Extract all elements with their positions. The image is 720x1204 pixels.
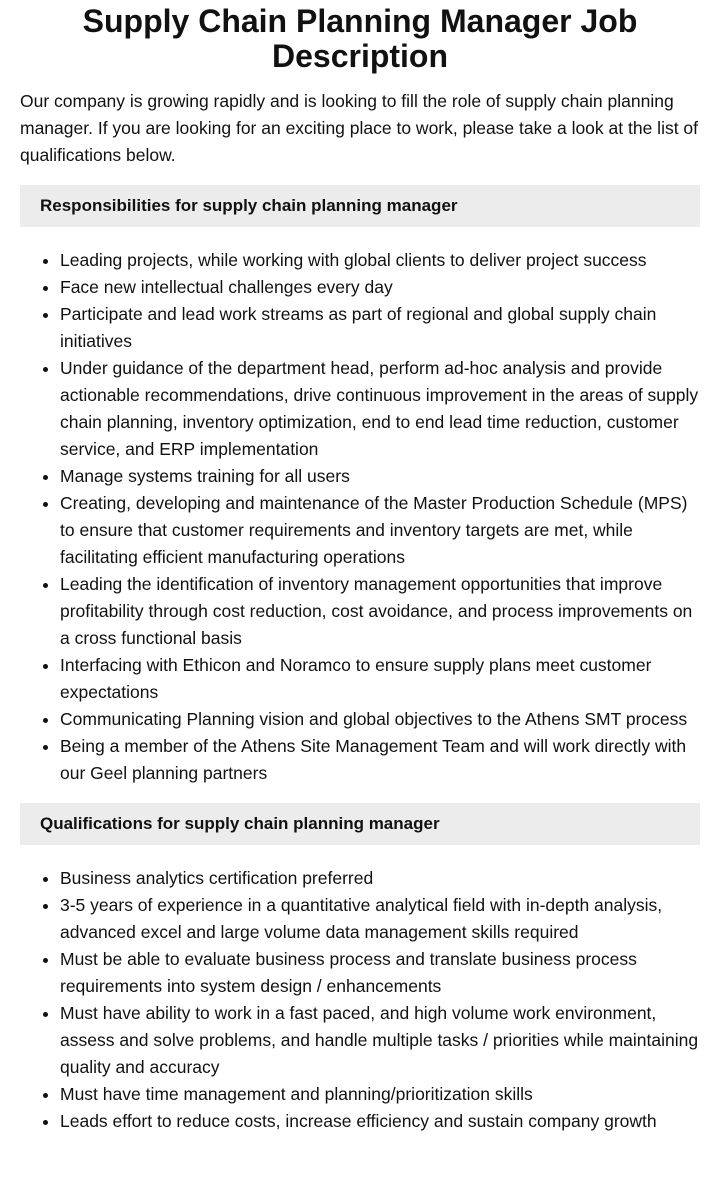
list-item: • Manage systems training for all users <box>60 463 700 490</box>
list-item: • Leads effort to reduce costs, increase efficiency and sustain company growth <box>60 1108 700 1135</box>
list-item: • Interfacing with Ethicon and Noramco to ensure supply plans meet customer expectations <box>60 652 700 706</box>
list-item: • Creating, developing and maintenance of the Master Production Schedule (MPS) to ensure that customer requirements and inventory targets are met, while facilitating efficient manufacturing operations <box>60 490 700 571</box>
list-item: • Participate and lead work streams as part of regional and global supply chain initiatives <box>60 301 700 355</box>
intro-paragraph: Our company is growing rapidly and is looking to fill the role of supply chain planning manager. If you are looking for an exciting place to work, please take a look at the list of qualifications below. <box>20 91 699 165</box>
list-item: • Leading projects, while working with global clients to deliver project success <box>60 247 700 274</box>
list-item: • Must have ability to work in a fast paced, and high volume work environment, assess and solve problems, and handle multiple tasks / priorities while maintaining quality and accuracy <box>60 1000 700 1081</box>
page-title: Supply Chain Planning Manager Job Description <box>82 3 638 74</box>
qualifications-heading: Qualifications for supply chain planning manager <box>20 803 700 845</box>
list-item: • Leading the identification of inventory management opportunities that improve profitability through cost reduction, cost avoidance, and process improvements on a cross functional basis <box>60 571 700 652</box>
qualifications-list <box>20 865 700 1135</box>
list-item: • Under guidance of the department head, perform ad-hoc analysis and provide actionable recommendations, drive continuous improvement in the areas of supply chain planning, inventory optimization, end to end lead time reduction, customer service, and ERP implementation <box>60 355 700 463</box>
responsibilities-heading: Responsibilities for supply chain planning manager <box>20 185 700 227</box>
list-item: • Must have time management and planning/prioritization skills <box>60 1081 700 1108</box>
list-item: • 3-5 years of experience in a quantitative analytical field with in-depth analysis, advanced excel and large volume data management skills required <box>60 892 700 946</box>
list-item: • Business analytics certification preferred <box>60 865 700 892</box>
list-item: • Communicating Planning vision and global objectives to the Athens SMT process <box>60 706 700 733</box>
list-item: • Must be able to evaluate business process and translate business process requirements into system design / enhancements <box>60 946 700 1000</box>
responsibilities-list <box>20 247 700 787</box>
list-item: • Being a member of the Athens Site Management Team and will work directly with our Geel planning partners <box>60 733 700 787</box>
list-item: • Face new intellectual challenges every day <box>60 274 700 301</box>
